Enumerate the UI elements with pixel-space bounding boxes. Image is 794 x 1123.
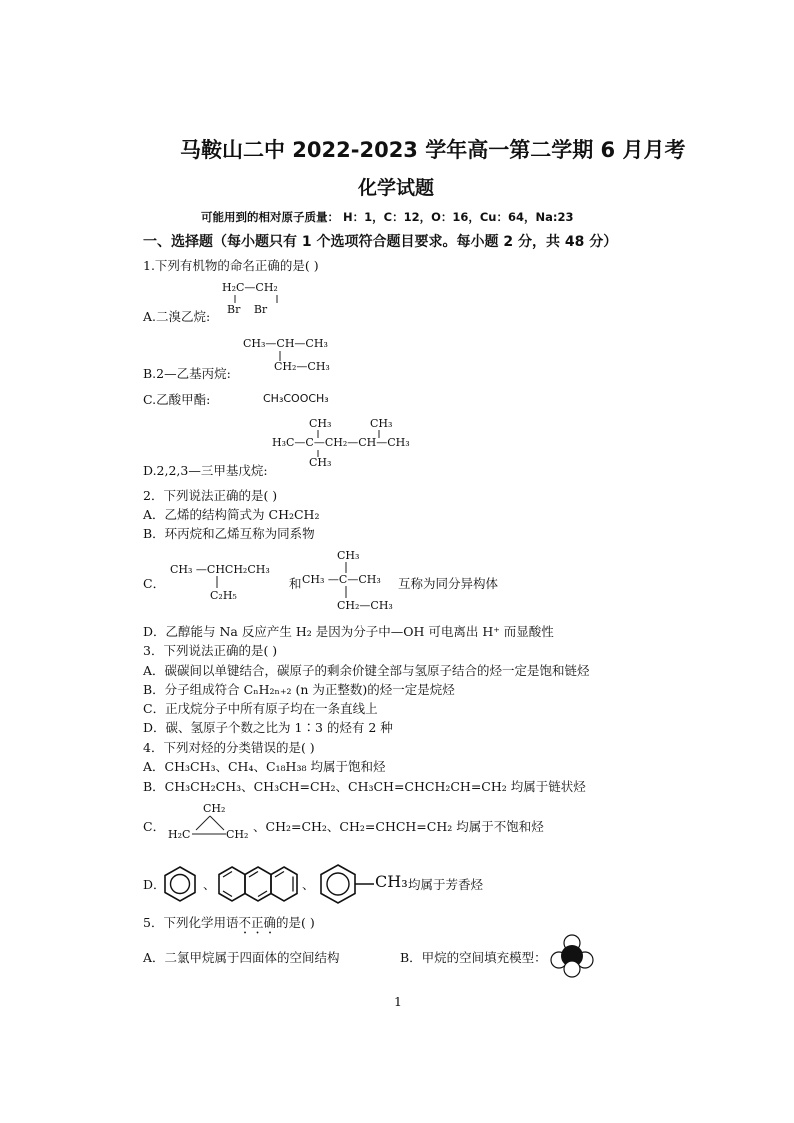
toluene-ring xyxy=(316,862,376,906)
q4-d-tail: 均属于芳香烃 xyxy=(408,877,484,892)
q4-stem: 4．下列对烃的分类错误的是( ) xyxy=(143,740,315,755)
q5-stem-emphasis: 不正确 xyxy=(238,915,276,930)
q1-option-d: D.2,2,3—三甲基戊烷: xyxy=(143,463,268,478)
atomic-masses: 可能用到的相对原子质量： H：1，C：12，O：16，Cu：64，Na:23 xyxy=(201,210,574,224)
q4-option-c-label: C． xyxy=(143,819,166,834)
q1-a-struct-top: H₂C—CH₂ xyxy=(222,281,278,294)
q4-c-tail: 、CH₂=CH₂、CH₂=CHCH=CH₂ 均属于不饱和烃 xyxy=(253,819,544,834)
q2-option-a: A．乙烯的结构简式为 CH₂CH₂ xyxy=(143,507,320,522)
q3-option-b: B．分子组成符合 CₙH₂ₙ₊₂ (n 为正整数)的烃一定是烷烃 xyxy=(143,682,455,697)
q2-c-and: 和 xyxy=(289,576,302,591)
q4-d-sep2: 、 xyxy=(302,877,315,892)
q1-b-structure xyxy=(243,337,353,373)
q2-c-tail: 互称为同分异构体 xyxy=(398,576,499,591)
q1-d-top1: CH₃ xyxy=(309,417,332,430)
q1-d-main: H₃C—C—CH₂—CH—CH₃ xyxy=(272,436,410,449)
q2-c-right-bottom: CH₂—CH₃ xyxy=(337,599,393,612)
page-title: 马鞍山二中 2022-2023 学年高一第二学期 6 月月考 xyxy=(180,138,686,162)
q1-c-formula: CH₃COOCH₃ xyxy=(263,392,329,405)
page-subtitle: 化学试题 xyxy=(358,177,435,199)
q3-option-d: D．碳、氢原子个数之比为 1∶3 的烃有 2 种 xyxy=(143,720,393,735)
anthracene-structure xyxy=(218,864,300,904)
q1-stem: 1.下列有机物的命名正确的是( ) xyxy=(143,258,319,273)
q3-stem: 3．下列说法正确的是( ) xyxy=(143,643,278,658)
q2-option-c-label: C． xyxy=(143,576,166,591)
q2-option-d: D．乙醇能与 Na 反应产生 H₂ 是因为分子中—OH 可电离出 H⁺ 而显酸性 xyxy=(143,624,554,639)
q1-a-struct-bottom: Br Br xyxy=(227,303,268,316)
q4-c-ring-right: CH₂ xyxy=(226,828,249,841)
q5-option-a: A．二氯甲烷属于四面体的空间结构 xyxy=(143,950,340,965)
q5-stem-post: 的是( ) xyxy=(275,915,315,930)
q2-c-left-branch: C₂H₅ xyxy=(210,589,237,602)
q5-stem xyxy=(143,913,315,937)
q4-option-a: A．CH₃CH₃、CH₄、C₁₈H₃₈ 均属于饱和烃 xyxy=(143,759,386,774)
q4-option-b: B．CH₃CH₂CH₃、CH₃CH=CH₂、CH₃CH=CHCH₂CH=CH₂ 均属于链状烃 xyxy=(143,779,586,794)
q4-c-ring-left: H₂C xyxy=(168,828,191,841)
q1-d-structure xyxy=(272,417,432,469)
q2-c-right-main: CH₃ —C—CH₃ xyxy=(302,573,381,586)
q3-option-c: C．正戊烷分子中所有原子均在一条直线上 xyxy=(143,701,378,716)
q4-d-sep1: 、 xyxy=(203,877,216,892)
q1-d-top2: CH₃ xyxy=(370,417,393,430)
q4-option-d-label: D． xyxy=(143,877,166,892)
q4-c-ring-top: CH₂ xyxy=(203,802,226,815)
q2-c-left-structure xyxy=(170,563,290,607)
q1-option-c: C.乙酸甲酯: xyxy=(143,392,211,407)
q2-c-right-top: CH₃ xyxy=(337,549,360,562)
q1-b-struct-bottom: CH₂—CH₃ xyxy=(274,360,330,373)
benzene-structure xyxy=(160,864,200,904)
q5-option-b: B．甲烷的空间填充模型： xyxy=(400,950,547,965)
q1-option-b: B.2—乙基丙烷: xyxy=(143,366,231,381)
toluene-ch3: CH₃ xyxy=(375,872,408,891)
section-heading: 一、选择题（每小题只有 1 个选项符合题目要求。每小题 2 分，共 48 分） xyxy=(143,234,618,250)
q2-c-left-main: CH₃ —CHCH₂CH₃ xyxy=(170,563,270,576)
page-number: 1 xyxy=(394,994,402,1009)
q2-c-right-structure xyxy=(302,549,402,615)
q1-a-structure xyxy=(222,281,312,317)
q2-option-b: B．环丙烷和乙烯互称为同系物 xyxy=(143,526,315,541)
q1-b-struct-top: CH₃—CH—CH₃ xyxy=(243,337,328,350)
q1-d-bottom: CH₃ xyxy=(309,456,332,469)
q2-stem: 2．下列说法正确的是( ) xyxy=(143,488,278,503)
methane-space-filling-model xyxy=(550,934,594,978)
q1-option-a: A.二溴乙烷: xyxy=(143,309,211,324)
q3-option-a: A．碳碳间以单键结合，碳原子的剩余价键全部与氢原子结合的烃一定是饱和链烃 xyxy=(143,663,590,678)
q5-stem-pre: 5．下列化学用语 xyxy=(143,915,239,930)
q4-c-cyclopropane xyxy=(168,802,254,842)
